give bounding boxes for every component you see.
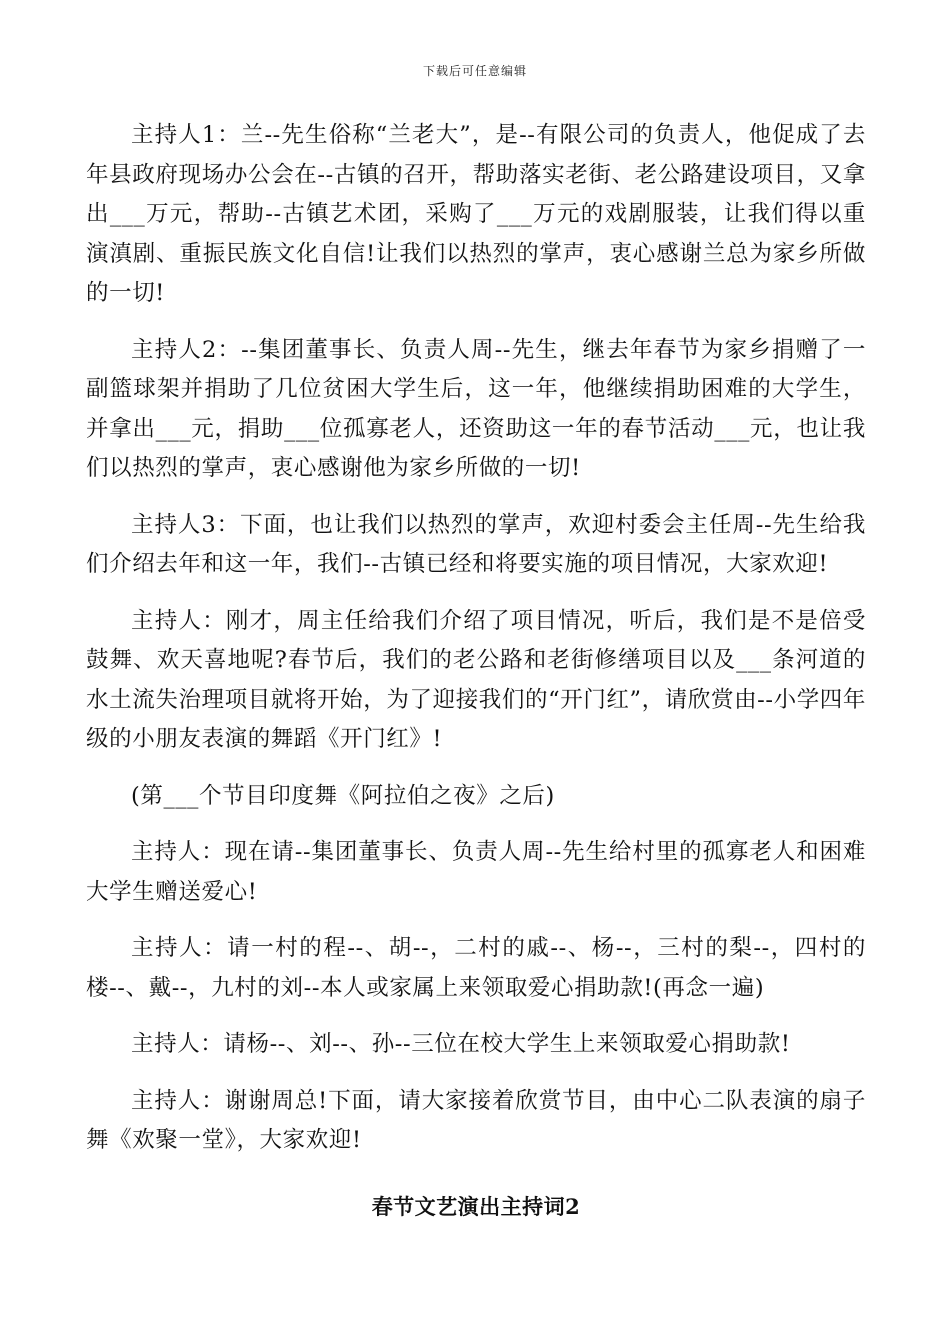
paragraph-host-fan-dance: 主持人：谢谢周总!下面，请大家接着欣赏节目，由中心二队表演的扇子舞《欢聚一堂》，大家欢迎! — [86, 1087, 866, 1153]
page-header-note: 下载后可任意编辑 — [422, 64, 527, 78]
paragraph-host-donation: 主持人：现在请--集团董事长、负责人周--先生给村里的孤寡老人和困难大学生赠送爱心! — [86, 839, 866, 905]
paragraph-stage-note: (第___个节目印度舞《阿拉伯之夜》之后) — [131, 782, 555, 809]
section-title: 春节文艺演出主持词2 — [371, 1193, 581, 1219]
paragraph-host-2: 主持人2：--集团董事长、负责人周--先生，继去年春节为家乡捐赠了一副篮球架并捐助了几位贫困大学生后，这一年，他继续捐助困难的大学生，并拿出___元，捐助___位孤寡老人，还资助这一年的春节活动___元，也让我们以热烈的掌声，衷心感谢他为家乡所做的一切! — [86, 336, 866, 481]
paragraph-host-3: 主持人3：下面，也让我们以热烈的掌声，欢迎村委会主任周--先生给我们介绍去年和这一年，我们--古镇已经和将要实施的项目情况，大家欢迎! — [86, 511, 866, 577]
paragraph-host-villagers: 主持人：请一村的程--、胡--，二村的戚--、杨--，三村的梨--，四村的楼--、戴--，九村的刘--本人或家属上来领取爱心捐助款!(再念一遍) — [86, 935, 866, 1001]
document-body — [86, 116, 866, 1221]
paragraph-host-1: 主持人1：兰--先生俗称“兰老大”，是--有限公司的负责人，他促成了去年县政府现场办公会在--古镇的召开，帮助落实老街、老公路建设项目，又拿出___万元，帮助--古镇艺术团，采购了___万元的戏剧服装，让我们得以重演滇剧、重振民族文化自信!让我们以热烈的掌声，衷心感谢兰总为家乡所做的一切! — [86, 122, 866, 306]
paragraph-host-students: 主持人：请杨--、刘--、孙--三位在校大学生上来领取爱心捐助款! — [131, 1031, 791, 1057]
paragraph-host-intro-dance: 主持人：刚才，周主任给我们介绍了项目情况，听后，我们是不是倍受鼓舞、欢天喜地呢?春节后，我们的老公路和老街修缮项目以及___条河道的水土流失治理项目就将开始，为了迎接我们的“开门红”，请欣赏由--小学四年级的小朋友表演的舞蹈《开门红》! — [86, 607, 866, 752]
